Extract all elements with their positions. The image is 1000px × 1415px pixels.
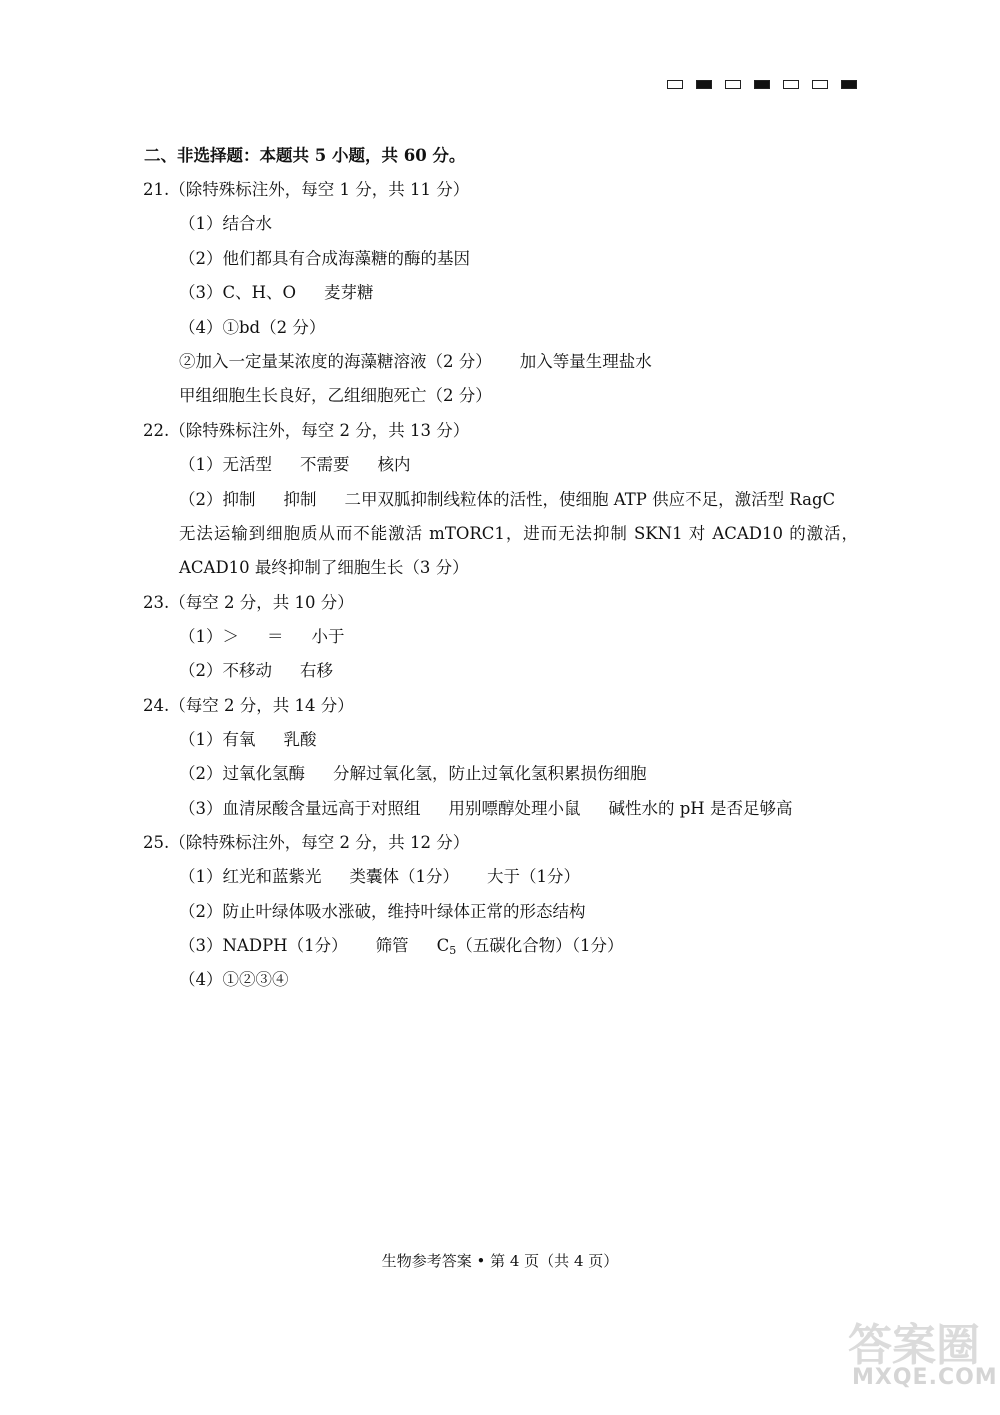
q24-answer-2a: （2）过氧化氢酶 <box>179 764 305 783</box>
q21-answer-5b: 加入等量生理盐水 <box>519 352 652 371</box>
c5-description: （五碳化合物）（1分） <box>456 936 624 955</box>
q22-answer-2 <box>179 489 835 511</box>
q22-answer-1b: 不需要 <box>300 455 350 474</box>
q22-answer-3: 无法运输到细胞质从而不能激活 mTORC1，进而无法抑制 SKN1 对 ACAD10 的激活， <box>179 524 858 543</box>
c5-subscript: 5 <box>449 944 457 957</box>
watermark-logo <box>832 1305 998 1405</box>
q25-answer-3b: 筛管 <box>375 936 409 955</box>
header-mark-filled <box>754 80 770 89</box>
header-mark-empty <box>812 80 828 89</box>
q25-answer-1c: 大于（1分） <box>487 867 580 886</box>
q21-answer-3 <box>179 282 374 304</box>
q23-answer-2a: （2）不移动 <box>179 661 272 680</box>
q25-answer-1 <box>179 866 580 888</box>
q23-answer-1c: 小于 <box>311 627 345 646</box>
header-marks <box>667 80 870 89</box>
q21-answer-3a: （3）C、H、O <box>179 283 297 302</box>
q23-heading: 23.（每空 2 分，共 10 分） <box>143 593 354 612</box>
q21-answer-5 <box>179 351 652 373</box>
q21-heading: 21.（除特殊标注外，每空 1 分，共 11 分） <box>143 180 470 199</box>
q22-answer-2b: 抑制 <box>283 490 317 509</box>
watermark-text: MXQE.COM <box>852 1365 998 1390</box>
header-mark-empty <box>667 80 683 89</box>
q24-answer-2 <box>179 763 647 785</box>
q24-answer-1a: （1）有氧 <box>179 730 256 749</box>
q24-answer-3a: （3）血清尿酸含量远高于对照组 <box>179 799 421 818</box>
q21-answer-5a: ②加入一定量某浓度的海藻糖溶液（2 分） <box>179 352 492 371</box>
q22-answer-2c: 二甲双胍抑制线粒体的活性，使细胞 ATP 供应不足，激活型 RagC <box>344 490 836 509</box>
q25-heading: 25.（除特殊标注外，每空 2 分，共 12 分） <box>143 833 470 852</box>
header-mark-filled <box>696 80 712 89</box>
q21-answer-4: （4）①bd（2 分） <box>179 318 326 337</box>
q24-heading: 24.（每空 2 分，共 14 分） <box>143 696 354 715</box>
q24-answer-3 <box>179 798 792 820</box>
q22-answer-2a: （2）抑制 <box>179 490 256 509</box>
q23-answer-1 <box>179 626 345 648</box>
q21-answer-6: 甲组细胞生长良好，乙组细胞死亡（2 分） <box>179 386 492 405</box>
q24-answer-1 <box>179 729 317 751</box>
q25-answer-2: （2）防止叶绿体吸水涨破，维持叶绿体正常的形态结构 <box>179 902 586 921</box>
q22-heading: 22.（除特殊标注外，每空 2 分，共 13 分） <box>143 421 470 440</box>
q24-answer-1b: 乳酸 <box>283 730 317 749</box>
q21-answer-2: （2）他们都具有合成海藻糖的酶的基因 <box>179 249 470 268</box>
q22-answer-4: ACAD10 最终抑制了细胞生长（3 分） <box>179 558 469 577</box>
q23-answer-2 <box>179 660 333 682</box>
q23-answer-1b: ＝ <box>267 627 284 646</box>
header-mark-empty <box>783 80 799 89</box>
q24-answer-3b: 用别嘌醇处理小鼠 <box>448 799 581 818</box>
q23-answer-1a: （1）＞ <box>179 627 239 646</box>
q22-answer-1c: 核内 <box>377 455 411 474</box>
q21-answer-1: （1）结合水 <box>179 214 272 233</box>
section-title: 二、非选择题：本题共 5 小题，共 60 分。 <box>144 146 466 165</box>
q22-answer-1a: （1）无活型 <box>179 455 272 474</box>
q21-answer-3b: 麦芽糖 <box>324 283 374 302</box>
q24-answer-3c: 碱性水的 pH 是否足够高 <box>608 799 793 818</box>
q25-answer-3 <box>179 935 623 962</box>
q25-answer-3a: （3）NADPH（1分） <box>179 936 348 955</box>
header-mark-filled <box>841 80 857 89</box>
q23-answer-2b: 右移 <box>300 661 333 680</box>
q22-answer-1 <box>179 454 411 476</box>
q24-answer-2b: 分解过氧化氢，防止过氧化氢积累损伤细胞 <box>333 764 647 783</box>
page-footer: 生物参考答案 • 第 4 页（共 4 页） <box>381 1252 619 1270</box>
q25-answer-3c <box>437 936 624 955</box>
c5-base: C <box>436 936 450 955</box>
q25-answer-1a: （1）红光和蓝紫光 <box>179 867 322 886</box>
q25-answer-4: （4）①②③④ <box>179 970 289 989</box>
header-mark-empty <box>725 80 741 89</box>
q25-answer-1b: 类囊体（1分） <box>349 867 459 886</box>
watermark-glyph: 答案圈 <box>848 1320 980 1371</box>
